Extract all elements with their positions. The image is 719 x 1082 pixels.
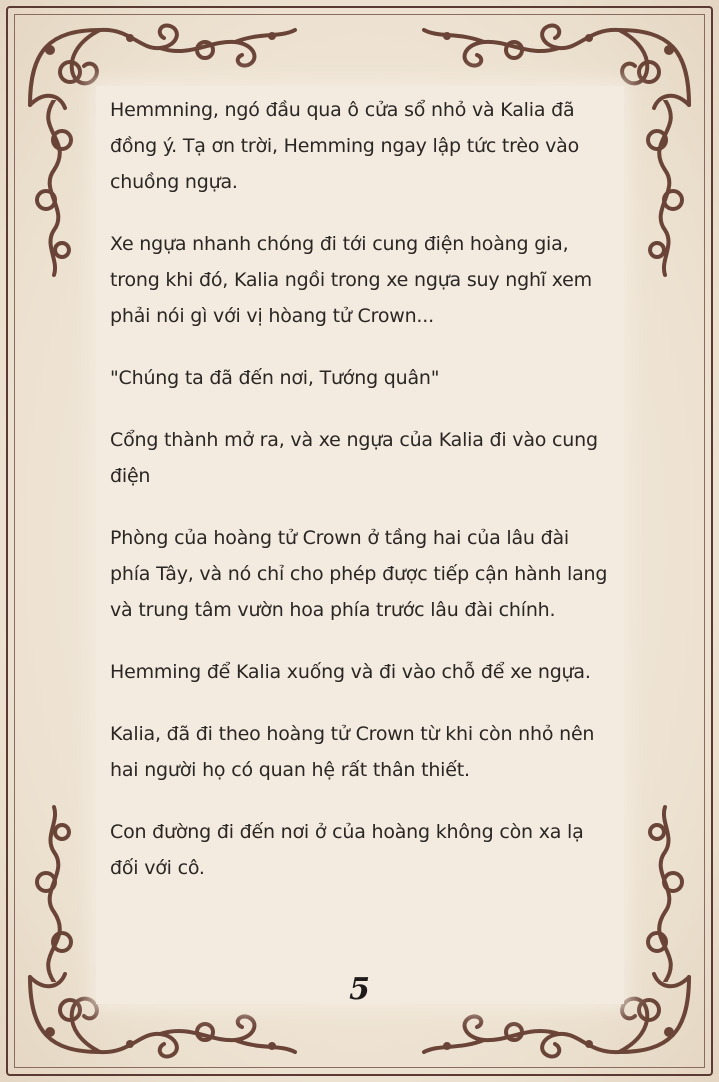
paragraph: Cổng thành mở ra, và xe ngựa của Kalia đi vào cung điện <box>110 429 598 487</box>
paragraph: Xe ngựa nhanh chóng đi tới cung điện hoàng gia, trong khi đó, Kalia ngồi trong xe ngựa suy nghĩ xem phải nói gì với vị hòang tử Crown... <box>110 233 592 327</box>
paragraph: Hemming để Kalia xuống và đi vào chỗ để xe ngựa. <box>110 661 591 683</box>
paragraph: Hemmning, ngó đầu qua ô cửa sổ nhỏ và Kalia đã đồng ý. Tạ ơn trời, Hemming ngay lập tức trèo vào chuồng ngựa. <box>110 99 580 193</box>
story-text <box>110 92 615 912</box>
paragraph: Con đường đi đến nơi ở của hoàng không còn xa lạ đối với cô. <box>110 821 584 879</box>
paragraph: Kalia, đã đi theo hoàng tử Crown từ khi còn nhỏ nên hai người họ có quan hệ rất thân thiết. <box>110 723 595 781</box>
paragraph: Phòng của hoàng tử Crown ở tầng hai của lâu đài phía Tây, và nó chỉ cho phép được tiếp cận hành lang và trung tâm vườn hoa phía trước lâu đài chính. <box>110 527 608 621</box>
side-scroll-ornament-icon <box>24 100 94 280</box>
page-number: 5 <box>349 972 370 1007</box>
side-scroll-ornament-icon <box>625 802 695 982</box>
side-scroll-ornament-icon <box>625 100 695 280</box>
side-scroll-ornament-icon <box>24 802 94 982</box>
paragraph: "Chúng ta đã đến nơi, Tướng quân" <box>110 367 440 389</box>
